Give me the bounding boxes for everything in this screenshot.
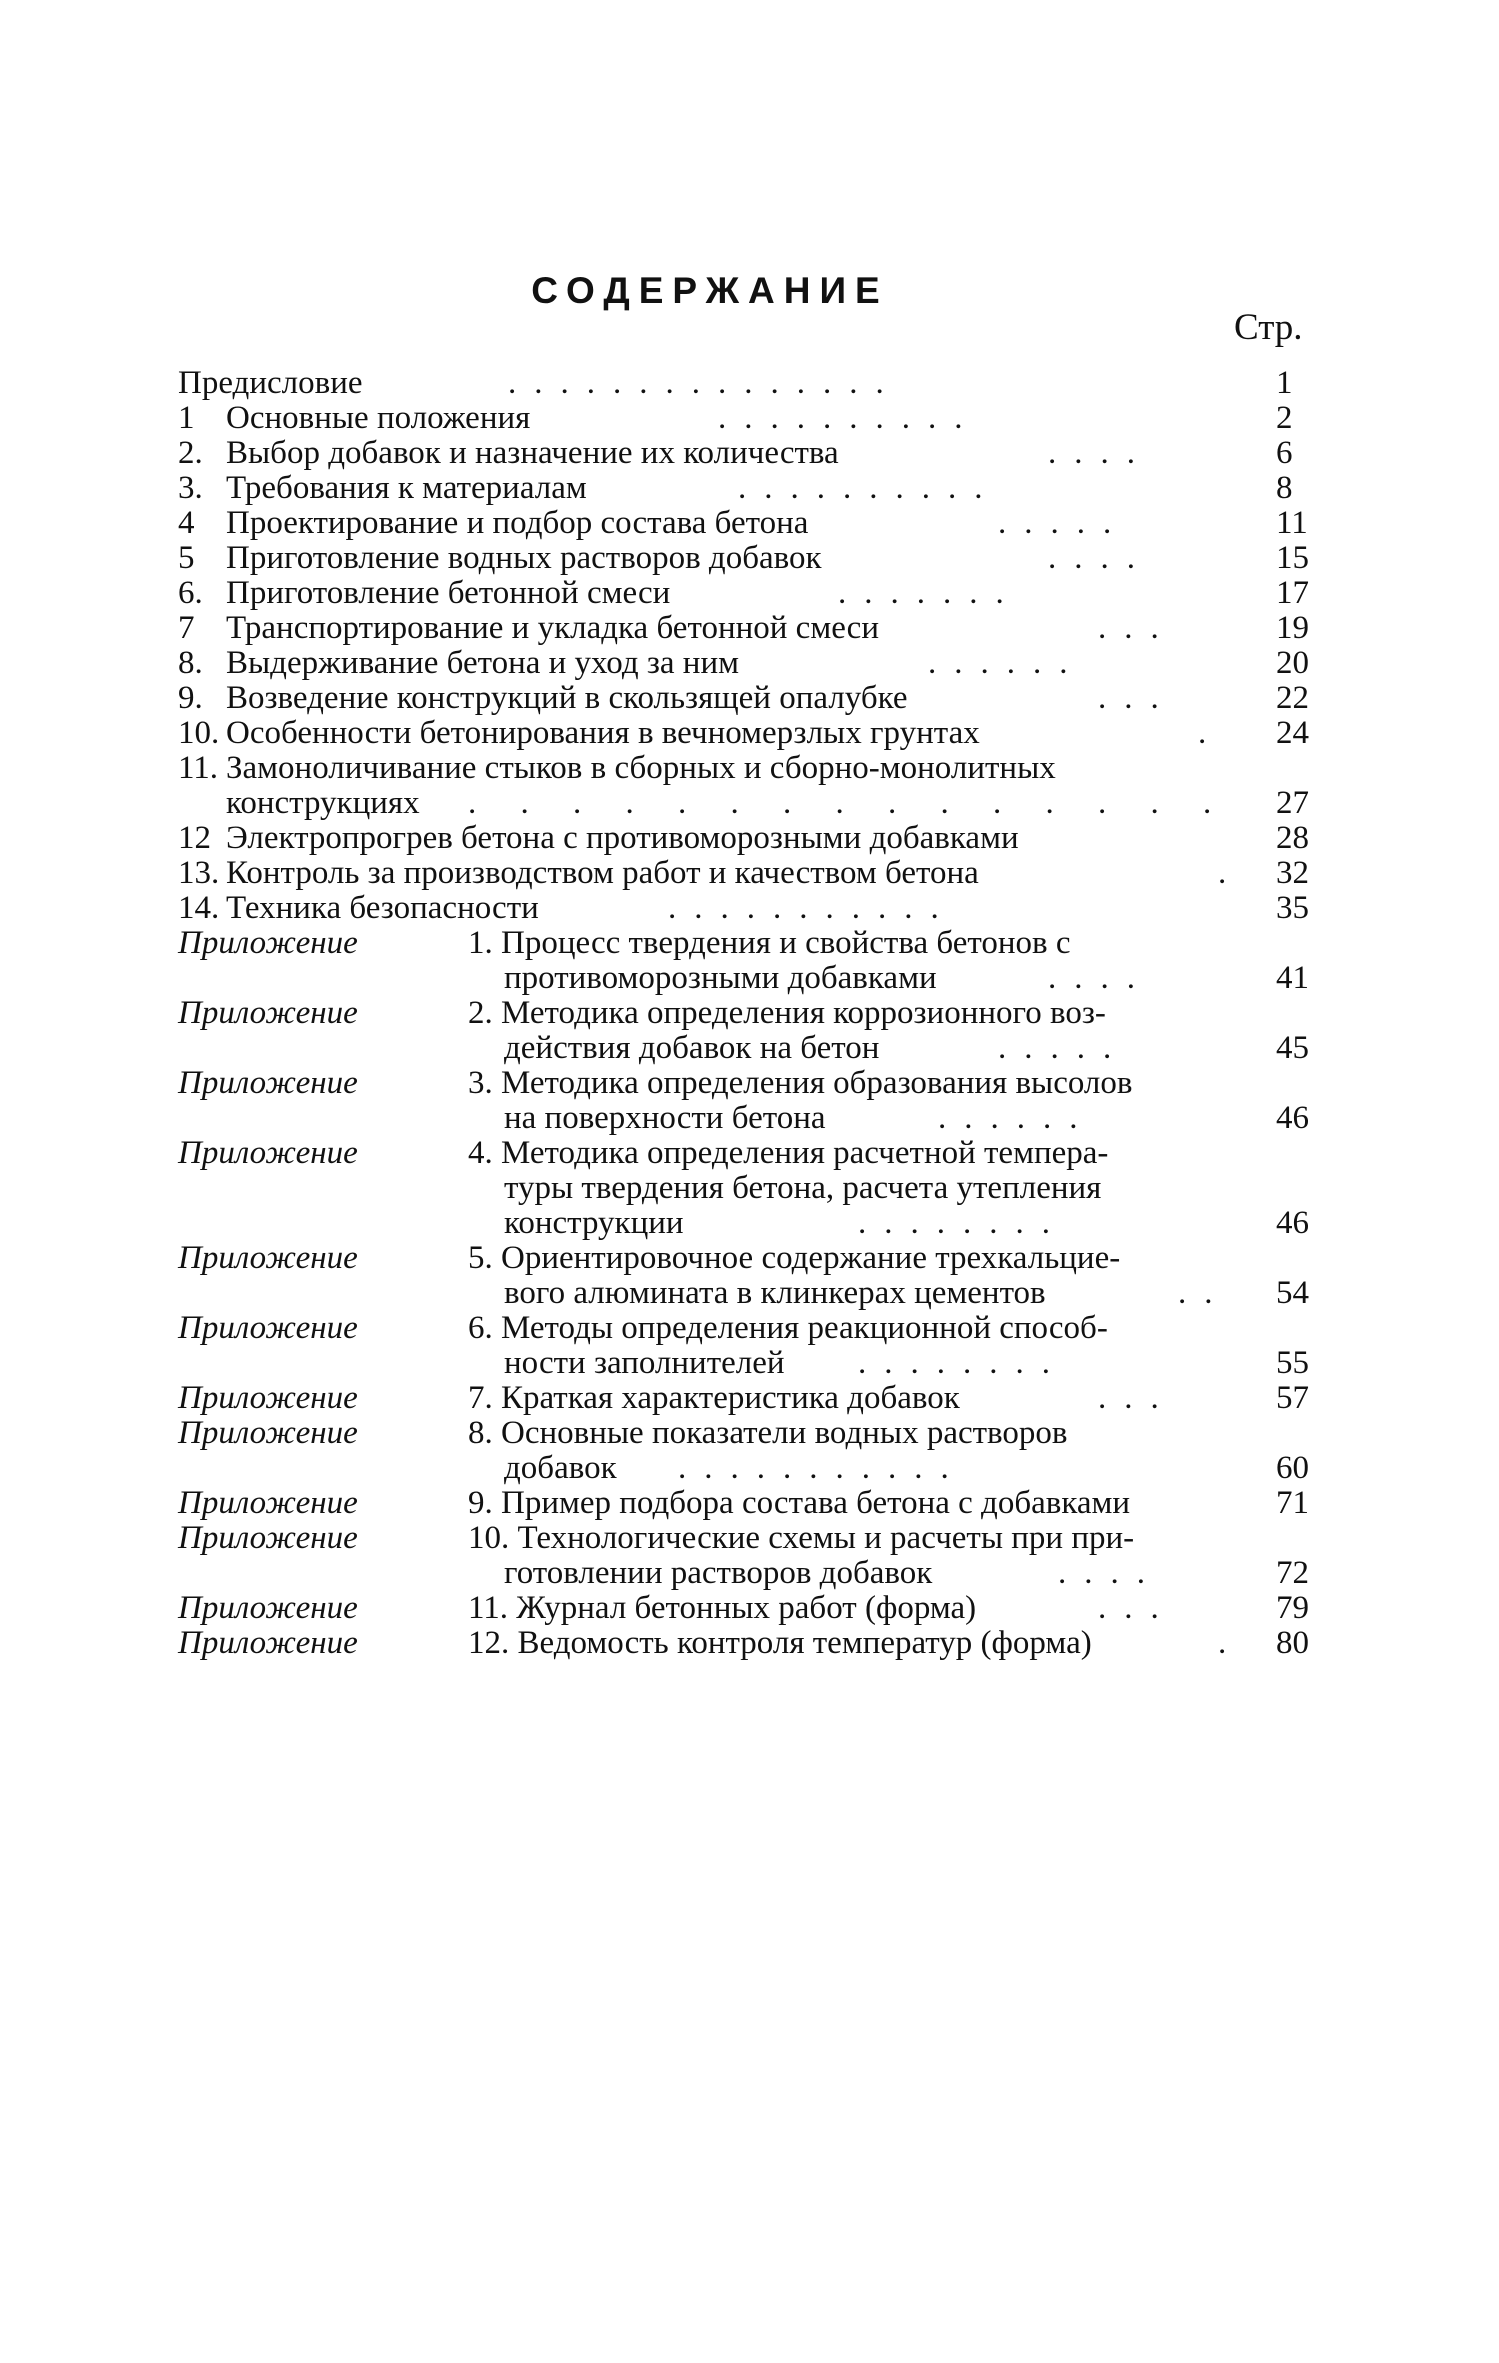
toc-number: 5 (178, 540, 195, 576)
toc-page: 11 (1276, 505, 1308, 541)
appendix-number: 2. (468, 995, 493, 1031)
appendix-text-continued: туры твердения бетона, расчета утепления (504, 1170, 1102, 1206)
toc-entry[interactable]: 4 Проектирование и подбор состава бетона ..... 11 (178, 506, 1338, 541)
appendix-text: Процесс твердения и свойства бетонов с (501, 925, 1071, 961)
appendix-label: Приложение (178, 1135, 358, 1171)
toc-number: 7 (178, 610, 195, 646)
appendix-text: Основные показатели водных растворов (501, 1415, 1068, 1451)
appendix-label: Приложение (178, 1520, 358, 1556)
appendix-entry[interactable]: Приложение 3. Методика определения образования высолов на поверхности бетона ...... 46 (178, 1066, 1338, 1136)
toc-entry[interactable]: 6. Приготовление бетонной смеси ....... 17 (178, 576, 1338, 611)
table-of-contents (178, 366, 1338, 1661)
appendix-text: Технологические схемы и расчеты при при- (517, 1520, 1135, 1556)
appendix-text: Краткая характеристика добавок (501, 1380, 960, 1416)
toc-page: 20 (1276, 645, 1309, 681)
toc-text: Особенности бетонирования в вечномерзлых грунтах (226, 715, 980, 751)
toc-page: 35 (1276, 890, 1309, 926)
appendix-label: Приложение (178, 1485, 358, 1521)
toc-entry[interactable] (178, 821, 1338, 856)
appendix-number: 10. (468, 1520, 510, 1556)
appendix-text-continued: действия добавок на бетон (504, 1030, 880, 1066)
toc-entry[interactable]: 14. Техника безопасности ........... 35 (178, 891, 1338, 926)
appendix-entry[interactable] (178, 1486, 1338, 1521)
page-title: СОДЕРЖАНИЕ (531, 270, 889, 311)
toc-page: 32 (1276, 855, 1309, 891)
appendix-label: Приложение (178, 1310, 358, 1346)
appendix-label: Приложение (178, 1380, 358, 1416)
toc-text: Возведение конструкций в скользящей опалубке (226, 680, 908, 716)
toc-text: Замоноличивание стыков в сборных и сборно-монолитных (226, 750, 1056, 786)
toc-entry[interactable]: 1 Основные положения .......... 2 (178, 401, 1338, 436)
appendix-number: 11. (468, 1590, 509, 1626)
appendix-text-continued: противоморозными добавками (504, 960, 937, 996)
toc-page: 22 (1276, 680, 1309, 716)
toc-text: Транспортирование и укладка бетонной смеси (226, 610, 879, 646)
toc-page: 2 (1276, 400, 1293, 436)
appendix-entry[interactable]: Приложение 7. Краткая характеристика добавок ... 57 (178, 1381, 1338, 1416)
toc-text: Проектирование и подбор состава бетона (226, 505, 809, 541)
appendix-number: 8. (468, 1415, 493, 1451)
appendix-number: 1. (468, 925, 493, 961)
toc-entry[interactable]: 10. Особенности бетонирования в вечномерзлых грунтах . 24 (178, 716, 1338, 751)
appendix-text: Журнал бетонных работ (форма) (516, 1590, 977, 1626)
toc-page: 27 (1276, 785, 1309, 821)
appendix-entry[interactable]: Приложение 2. Методика определения коррозионного воз- действия добавок на бетон ..... 45 (178, 996, 1338, 1066)
appendix-number: 7. (468, 1380, 493, 1416)
appendix-text-continued: на поверхности бетона (504, 1100, 826, 1136)
toc-page: 15 (1276, 540, 1309, 576)
appendix-page: 41 (1276, 960, 1309, 996)
toc-page: 6 (1276, 435, 1293, 471)
toc-number: 3. (178, 470, 203, 506)
appendix-label: Приложение (178, 995, 358, 1031)
appendix-entry[interactable]: Приложение 8. Основные показатели водных растворов добавок ........... 60 (178, 1416, 1338, 1486)
appendix-number: 3. (468, 1065, 493, 1101)
toc-number: 9. (178, 680, 203, 716)
appendix-entry[interactable]: Приложение 1. Процесс твердения и свойства бетонов с противоморозными добавками .... 41 (178, 926, 1338, 996)
toc-number: 2. (178, 435, 203, 471)
page-column-header: Стр. (1234, 307, 1303, 348)
toc-number: 13. (178, 855, 220, 891)
appendix-page: 55 (1276, 1345, 1309, 1381)
appendix-number: 4. (468, 1135, 493, 1171)
toc-entry[interactable]: 2. Выбор добавок и назначение их количества .... 6 (178, 436, 1338, 471)
toc-text: Основные положения (226, 400, 531, 436)
toc-entry[interactable]: 8. Выдерживание бетона и уход за ним ...... 20 (178, 646, 1338, 681)
appendix-label: Приложение (178, 1415, 358, 1451)
toc-text: Контроль за производством работ и качеством бетона (226, 855, 979, 891)
appendix-text: Методика определения коррозионного воз- (501, 995, 1106, 1031)
appendix-text-continued: вого алюмината в клинкерах цементов (504, 1275, 1046, 1311)
appendix-label: Приложение (178, 1590, 358, 1626)
appendix-text: Ориентировочное содержание трехкальцие- (501, 1240, 1121, 1276)
appendix-text: Методы определения реакционной способ- (501, 1310, 1108, 1346)
appendix-entry[interactable]: Приложение 11. Журнал бетонных работ (форма) ... 79 (178, 1591, 1338, 1626)
toc-page: 1 (1276, 365, 1293, 401)
appendix-page: 54 (1276, 1275, 1309, 1311)
appendix-text-continued: готовлении растворов добавок (504, 1555, 933, 1591)
toc-number: 4 (178, 505, 195, 541)
toc-entry[interactable]: 13. Контроль за производством работ и качеством бетона . 32 (178, 856, 1338, 891)
toc-page: 17 (1276, 575, 1309, 611)
appendix-entry[interactable]: Приложение 10. Технологические схемы и расчеты при при- готовлении растворов добавок .... 72 (178, 1521, 1338, 1591)
appendix-entry[interactable]: Приложение 6. Методы определения реакционной способ- ности заполнителей ........ 55 (178, 1311, 1338, 1381)
toc-number: 10. (178, 715, 220, 751)
toc-text: Электропрогрев бетона с противоморозными добавками (226, 820, 1019, 856)
appendix-label: Приложение (178, 1065, 358, 1101)
appendix-page: 79 (1276, 1590, 1309, 1626)
appendix-entry[interactable]: Приложение 12. Ведомость контроля температур (форма) . 80 (178, 1626, 1338, 1661)
toc-text: Выдерживание бетона и уход за ним (226, 645, 740, 681)
toc-text: Приготовление водных растворов добавок (226, 540, 822, 576)
toc-page: 19 (1276, 610, 1309, 646)
toc-page: 24 (1276, 715, 1309, 751)
appendix-entry[interactable]: Приложение 4. Методика определения расчетной темпера- туры твердения бетона, расчета утепления конструкции ........ 46 (178, 1136, 1338, 1241)
toc-text-continued: конструкциях (226, 785, 420, 821)
appendix-page: 72 (1276, 1555, 1309, 1591)
toc-text: Приготовление бетонной смеси (226, 575, 671, 611)
appendix-page: 80 (1276, 1625, 1309, 1661)
appendix-page: 46 (1276, 1100, 1309, 1136)
appendix-number: 9. (468, 1485, 493, 1521)
appendix-label: Приложение (178, 1625, 358, 1661)
toc-text: Выбор добавок и назначение их количества (226, 435, 839, 471)
toc-entry[interactable]: 3. Требования к материалам .......... 8 (178, 471, 1338, 506)
appendix-page: 71 (1276, 1485, 1309, 1521)
appendix-page: 60 (1276, 1450, 1309, 1486)
appendix-text-continued: ности заполнителей (504, 1345, 785, 1381)
appendix-text-continued: конструкции (504, 1205, 684, 1241)
appendix-text: Пример подбора состава бетона с добавками (501, 1485, 1131, 1521)
toc-number: 11. (178, 750, 219, 786)
toc-text: Предисловие (178, 365, 363, 401)
appendix-number: 6. (468, 1310, 493, 1346)
toc-entry[interactable]: 11. Замоноличивание стыков в сборных и сборно-монолитных конструкциях . . . . . . . . . . . . . . . 27 (178, 751, 1338, 821)
toc-text: Требования к материалам (226, 470, 587, 506)
toc-number: 8. (178, 645, 203, 681)
toc-page: 8 (1276, 470, 1293, 506)
appendix-page: 57 (1276, 1380, 1309, 1416)
toc-entry[interactable]: Предисловие ............... 1 (178, 366, 1338, 401)
appendix-text: Методика определения образования высолов (501, 1065, 1133, 1101)
toc-number: 14. (178, 890, 220, 926)
toc-text: Техника безопасности (226, 890, 539, 926)
toc-entry[interactable]: 9. Возведение конструкций в скользящей опалубке ... 22 (178, 681, 1338, 716)
appendix-page: 46 (1276, 1205, 1309, 1241)
toc-number: 6. (178, 575, 203, 611)
toc-entry[interactable]: 7 Транспортирование и укладка бетонной смеси ... 19 (178, 611, 1338, 646)
toc-page: 28 (1276, 820, 1309, 856)
appendix-number: 12. (468, 1625, 510, 1661)
toc-number: 1 (178, 400, 195, 436)
appendix-text-continued: добавок (504, 1450, 617, 1486)
appendix-label: Приложение (178, 925, 358, 961)
appendix-text: Ведомость контроля температур (форма) (517, 1625, 1092, 1661)
appendix-text: Методика определения расчетной темпера- (501, 1135, 1109, 1171)
toc-entry[interactable]: 5 Приготовление водных растворов добавок .... 15 (178, 541, 1338, 576)
toc-number: 12 (178, 820, 211, 856)
appendix-entry[interactable]: Приложение 5. Ориентировочное содержание трехкальцие- вого алюмината в клинкерах цементов .. 54 (178, 1241, 1338, 1311)
appendix-label: Приложение (178, 1240, 358, 1276)
appendix-page: 45 (1276, 1030, 1309, 1066)
appendix-number: 5. (468, 1240, 493, 1276)
